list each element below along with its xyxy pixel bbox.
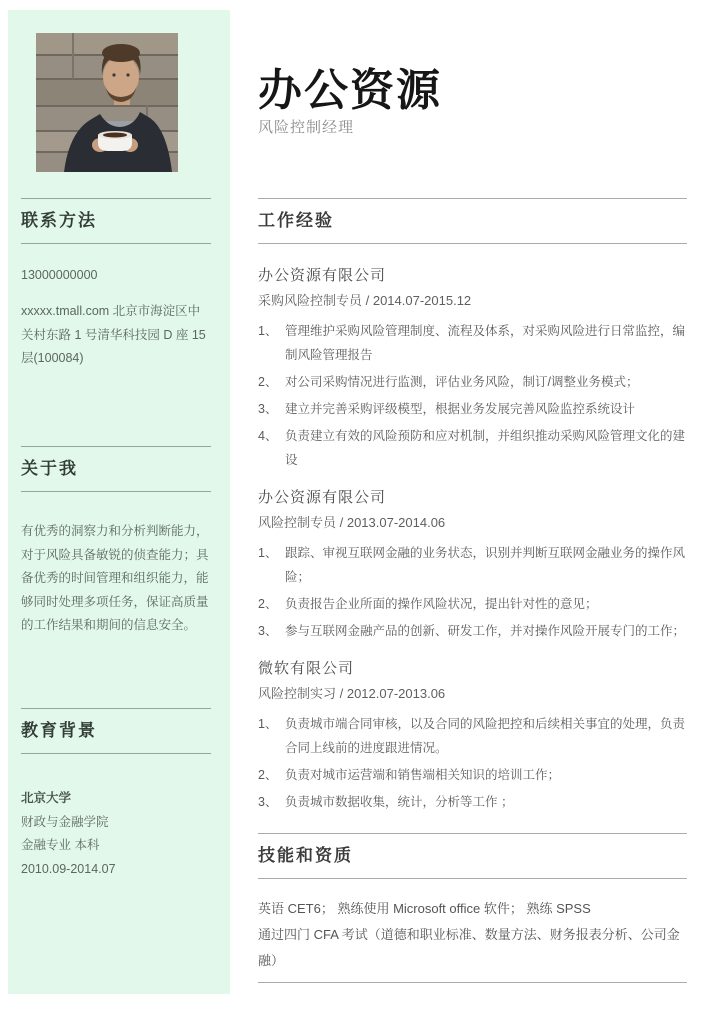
job-bullet: [258, 370, 687, 394]
education-school: 北京大学: [21, 791, 72, 805]
bullet-number: 3、: [258, 402, 278, 416]
sidebar: [8, 10, 230, 994]
candidate-job-title: 风险控制经理: [258, 119, 355, 136]
job-bullet: [258, 424, 687, 472]
candidate-name: 办公资源: [258, 66, 442, 116]
job-bullet: [258, 397, 687, 421]
job-bullet-list: [258, 712, 687, 814]
job-bullet: [258, 592, 687, 616]
bullet-text: 负责建立有效的风险预防和应对机制，并组织推动采购风险管理文化的建设: [285, 429, 686, 467]
job-entry: [258, 266, 687, 472]
education-title: 教育背景: [21, 721, 97, 740]
divider: [258, 878, 687, 879]
about-section: [21, 446, 211, 650]
bullet-number: 1、: [258, 324, 278, 338]
job-bullet: [258, 619, 687, 643]
job-company: 办公资源有限公司: [258, 489, 387, 506]
bullet-text: 负责报告企业所面的操作风险状况，提出针对性的意见；: [285, 597, 598, 611]
bullet-text: 负责城市端合同审核，以及合同的风险把控和后续相关事宜的处理，负责合同上线前的进度跟进情况。: [285, 717, 686, 755]
contact-section: [21, 198, 211, 383]
bullet-number: 3、: [258, 795, 278, 809]
education-details: [21, 787, 211, 881]
profile-photo: [36, 33, 178, 172]
job-entry: [258, 659, 687, 814]
job-bullet-list: [258, 319, 687, 472]
bullet-number: 2、: [258, 375, 278, 389]
about-text: 有优秀的洞察力和分析判断能力，对于风险具备敏锐的侦查能力；具备优秀的时间管理和组织能力，能够同时处理多项任务，保证高质量的工作结果和期间的信息安全。: [21, 524, 209, 632]
about-title: 关于我: [21, 459, 78, 478]
divider: [258, 243, 687, 244]
experience-section: [258, 198, 687, 817]
bullet-text: 参与互联网金融产品的创新、研发工作，并对操作风险开展专门的工作；: [285, 624, 686, 638]
address: xxxxx.tmall.com 北京市海淀区中关村东路 1 号清华科技园 D 座 15 层(100084): [21, 304, 206, 365]
bullet-text: 建立并完善采购评级模型，根据业务发展完善风险监控系统设计: [285, 402, 636, 416]
divider: [21, 243, 211, 244]
bottom-divider: [258, 982, 687, 983]
job-bullet: [258, 790, 687, 814]
divider: [21, 198, 211, 199]
skills-section: [258, 833, 687, 974]
education-section: [21, 708, 211, 881]
divider: [21, 708, 211, 709]
bullet-text: 跟踪、审视互联网金融的业务状态，识别并判断互联网金融业务的操作风险；: [285, 546, 686, 584]
skills-details: [258, 896, 687, 974]
job-bullet: [258, 319, 687, 367]
phone-number: 13000000000: [21, 268, 98, 282]
education-major: 金融专业 本科: [21, 838, 100, 852]
job-bullet: [258, 763, 687, 787]
job-role-period: 采购风险控制专员 / 2014.07-2015.12: [258, 293, 472, 308]
job-bullet: [258, 712, 687, 760]
bullet-number: 2、: [258, 768, 278, 782]
skills-line: 英语 CET6； 熟练使用 Microsoft office 软件； 熟练 SPSS: [258, 901, 591, 916]
bullet-number: 4、: [258, 429, 278, 443]
bullet-text: 负责城市数据收集，统计，分析等工作 ；: [285, 795, 514, 809]
job-bullet-list: [258, 541, 687, 643]
bullet-number: 2、: [258, 597, 278, 611]
divider: [21, 446, 211, 447]
bullet-number: 3、: [258, 624, 278, 638]
skills-title: 技能和资质: [258, 846, 353, 865]
contact-title: 联系方法: [21, 211, 97, 230]
job-company: 办公资源有限公司: [258, 267, 387, 284]
job-role-period: 风险控制专员 / 2013.07-2014.06: [258, 515, 446, 530]
divider: [21, 753, 211, 754]
bullet-text: 管理维护采购风险管理制度、流程及体系，对采购风险进行日常监控，编制风险管理报告: [285, 324, 686, 362]
education-college: 财政与金融学院: [21, 814, 109, 829]
bullet-text: 负责对城市运营端和销售端相关知识的培训工作；: [285, 768, 561, 782]
divider: [258, 833, 687, 834]
education-period: 2010.09-2014.07: [21, 861, 116, 876]
bullet-number: 1、: [258, 546, 278, 560]
job-company: 微软有限公司: [258, 660, 355, 677]
job-role-period: 风险控制实习 / 2012.07-2013.06: [258, 686, 446, 701]
divider: [258, 198, 687, 199]
bullet-number: 1、: [258, 717, 278, 731]
bullet-text: 对公司采购情况进行监测，评估业务风险，制订/调整业务模式；: [285, 375, 639, 389]
divider: [21, 491, 211, 492]
experience-title: 工作经验: [258, 211, 334, 230]
skills-line: 通过四门 CFA 考试（道德和职业标准、数量方法、财务报表分析、公司金融）: [258, 927, 680, 968]
job-bullet: [258, 541, 687, 589]
job-entry: [258, 488, 687, 643]
